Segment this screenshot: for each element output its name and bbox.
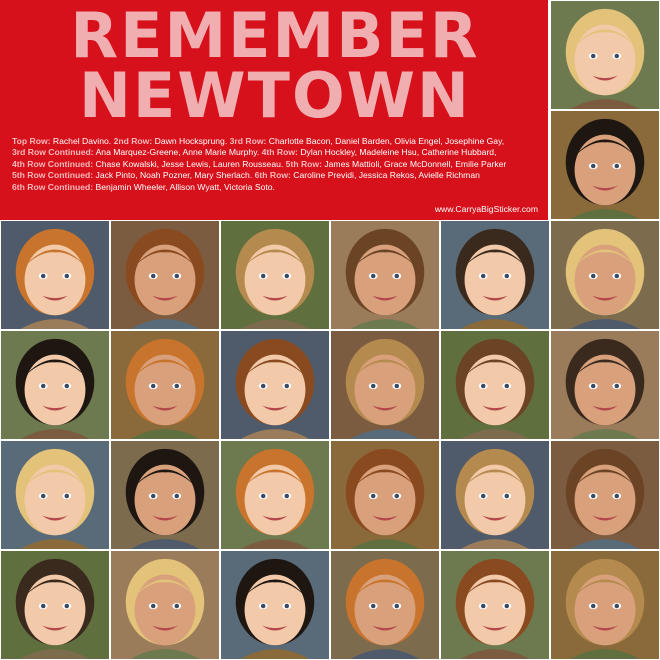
row-names: Rachel Davino. <box>52 136 112 146</box>
portrait-photo <box>0 440 110 550</box>
row-label: 3rd Row: <box>229 136 267 146</box>
row-label: 6th Row: <box>254 170 291 181</box>
row-names: Chase Kowalski, Jesse Lewis, Lauren Rousseau. <box>95 158 284 169</box>
portrait-photo <box>110 550 220 660</box>
title-line-2: NEWTOWN <box>79 59 471 132</box>
portrait-photo <box>0 330 110 440</box>
row-label: 6th Row Continued: <box>12 181 94 192</box>
portrait-photo <box>440 440 550 550</box>
row-names: Benjamin Wheeler, Allison Wyatt, Victoria Soto. <box>95 181 275 192</box>
banner-title <box>12 0 538 132</box>
row-label: 2nd Row: <box>113 136 153 146</box>
portrait-photo <box>0 550 110 660</box>
row-label: 4th Row Continued: <box>12 158 94 169</box>
portrait-photo <box>220 440 330 550</box>
memorial-banner <box>0 0 548 220</box>
portrait-photo <box>440 550 550 660</box>
row-label: Top Row: <box>12 136 51 146</box>
row-names: Dylan Hockley, Madeleine Hsu, Catherine Hubbard, <box>300 147 497 158</box>
portrait-photo <box>550 220 660 330</box>
portrait-photo <box>550 110 660 220</box>
portrait-photo <box>0 220 110 330</box>
caption-line <box>12 147 538 158</box>
portrait-photo <box>330 330 440 440</box>
portrait-photo <box>550 550 660 660</box>
row-names: James Mattioli, Grace McDonnell, Emilie Parker <box>324 158 507 169</box>
row-names: Dawn Hocksprung. <box>154 136 228 146</box>
portrait-photo <box>330 220 440 330</box>
portrait-photo <box>330 550 440 660</box>
portrait-photo <box>330 440 440 550</box>
portrait-photo <box>220 220 330 330</box>
portrait-photo <box>550 330 660 440</box>
row-names: Jack Pinto, Noah Pozner, Mary Sherlach. <box>95 170 253 181</box>
row-names: Caroline Previdi, Jessica Rekos, Avielle Richman <box>293 170 480 181</box>
caption-line <box>12 182 538 193</box>
row-label: 5th Row Continued: <box>12 170 94 181</box>
names-caption <box>12 136 538 193</box>
portrait-photo <box>550 0 660 110</box>
caption-line <box>12 159 538 170</box>
portrait-photo <box>110 220 220 330</box>
portrait-photo <box>110 330 220 440</box>
row-names: Ana Marquez-Greene, Anne Marie Murphy. <box>95 147 260 158</box>
portrait-photo <box>550 440 660 550</box>
caption-line <box>12 170 538 181</box>
website-credit: www.CarryaBigSticker.com <box>434 204 538 214</box>
caption-line <box>12 136 538 147</box>
row-label: 3rd Row Continued: <box>12 147 94 158</box>
title-line-1: REMEMBER <box>70 0 480 72</box>
portrait-photo <box>440 330 550 440</box>
row-label: 4th Row: <box>261 147 298 158</box>
portrait-photo <box>220 550 330 660</box>
row-label: 5th Row: <box>285 158 322 169</box>
portrait-photo <box>110 440 220 550</box>
portrait-photo <box>440 220 550 330</box>
row-names: Charlotte Bacon, Daniel Barden, Olivia Engel, Josephine Gay, <box>268 136 505 146</box>
portrait-photo <box>220 330 330 440</box>
